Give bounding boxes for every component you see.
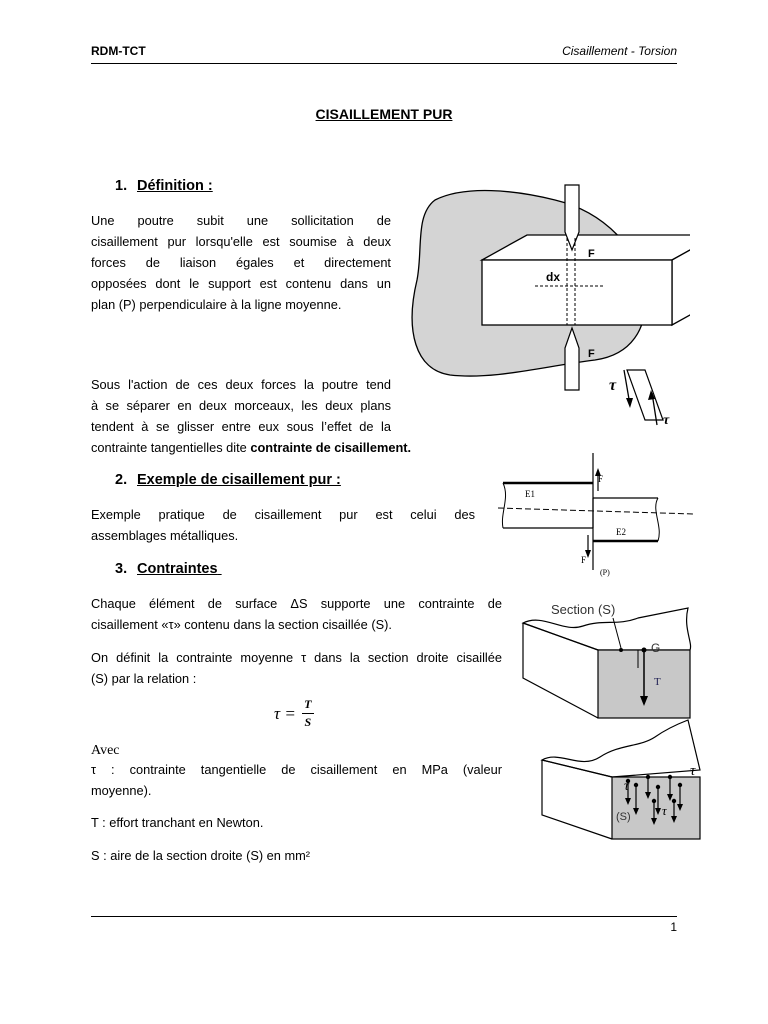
tau-label: τ	[624, 779, 630, 794]
force-label: F	[598, 474, 604, 484]
beam-shear-figure	[405, 180, 690, 435]
page-number: 1	[670, 920, 677, 934]
section-title: Contraintes	[137, 561, 218, 577]
text-line: (S) par la relation :	[91, 671, 197, 686]
plate-label-e2: E2	[616, 527, 626, 537]
plane-label: (P)	[600, 568, 610, 577]
force-label: F	[581, 555, 587, 565]
text-line: forces de liaison égales et directement	[91, 255, 391, 270]
tau-label: τ	[609, 377, 617, 394]
section-heading-example	[115, 472, 341, 488]
tau-label: τ	[662, 803, 667, 818]
text-line: Exemple pratique de cisaillement pur est celui des	[91, 507, 475, 522]
text-line	[91, 437, 412, 458]
stress-distribution-figure	[530, 715, 710, 843]
section-number: 3.	[115, 561, 128, 577]
text-line: cisaillement «τ» contenu dans la section cisaillée (S).	[91, 617, 392, 632]
text-line: cisaillement pur lorsqu'elle est soumise à deux	[91, 234, 391, 249]
avec-label: Avec	[91, 743, 120, 758]
s-definition: S : aire de la section droite (S) en mm²	[91, 848, 311, 863]
section-heading-definition	[115, 178, 213, 194]
section-effort-figure	[518, 588, 703, 728]
tau-label: τ	[690, 763, 696, 779]
text-line: Sous l'action de ces deux forces la poutre tend	[91, 377, 391, 392]
text-line: Chaque élément de surface ΔS supporte une contrainte de	[91, 596, 502, 611]
centroid-label: G	[651, 641, 661, 655]
plates-example-figure	[498, 448, 694, 580]
text-line: opposées dont le support est contenu dans un	[91, 276, 391, 291]
text-line: On définit la contrainte moyenne τ dans la section droite cisaillée	[91, 650, 502, 665]
force-label-top: F	[588, 248, 595, 260]
contraintes-paragraph-1	[91, 593, 502, 635]
section-heading-contraintes	[115, 561, 222, 577]
header-rule	[91, 63, 677, 64]
text-line: τ : contrainte tangentielle de cisaillement en MPa (valeur	[91, 762, 502, 777]
formula-lhs: τ =	[274, 703, 296, 723]
definition-paragraph	[91, 210, 391, 315]
text-line: à se séparer en deux morceaux, les deux plans	[91, 398, 391, 413]
footer-rule	[91, 916, 677, 917]
page-title: CISAILLEMENT PUR	[315, 106, 453, 122]
bold-term: contrainte de cisaillement.	[250, 440, 412, 455]
t-definition: T : effort tranchant en Newton.	[91, 815, 264, 830]
effort-label: T	[654, 676, 661, 688]
force-label-bottom: F	[588, 348, 595, 360]
formula-denominator: S	[304, 715, 312, 729]
text-line: plan (P) perpendiculaire à la ligne moyenne.	[91, 297, 342, 312]
section-number: 2.	[115, 472, 128, 488]
shear-formula	[274, 697, 314, 730]
text-line: tendent à se glisser entre eux sous l’effet de la	[91, 419, 391, 434]
text-run: contrainte tangentielles dite	[91, 440, 251, 455]
section-label: (S)	[616, 811, 631, 823]
formula-fraction	[302, 697, 314, 730]
text-line: assemblages métalliques.	[91, 528, 239, 543]
plate-label-e1: E1	[525, 489, 535, 499]
header-left: RDM-TCT	[91, 44, 146, 58]
tau-label: τ	[663, 413, 670, 428]
example-paragraph	[91, 504, 475, 546]
header-right: Cisaillement - Torsion	[562, 44, 677, 58]
text-line: moyenne).	[91, 783, 152, 798]
tau-definition	[91, 759, 502, 801]
contraintes-paragraph-2	[91, 647, 502, 689]
dx-label: dx	[546, 270, 561, 284]
section-title: Définition :	[137, 178, 213, 194]
section-number: 1.	[115, 178, 128, 194]
formula-numerator: T	[304, 697, 312, 711]
action-paragraph	[91, 374, 412, 458]
section-label: Section (S)	[551, 602, 616, 617]
section-title: Exemple de cisaillement pur :	[137, 472, 341, 488]
text-line: Une poutre subit une sollicitation de	[91, 213, 391, 228]
